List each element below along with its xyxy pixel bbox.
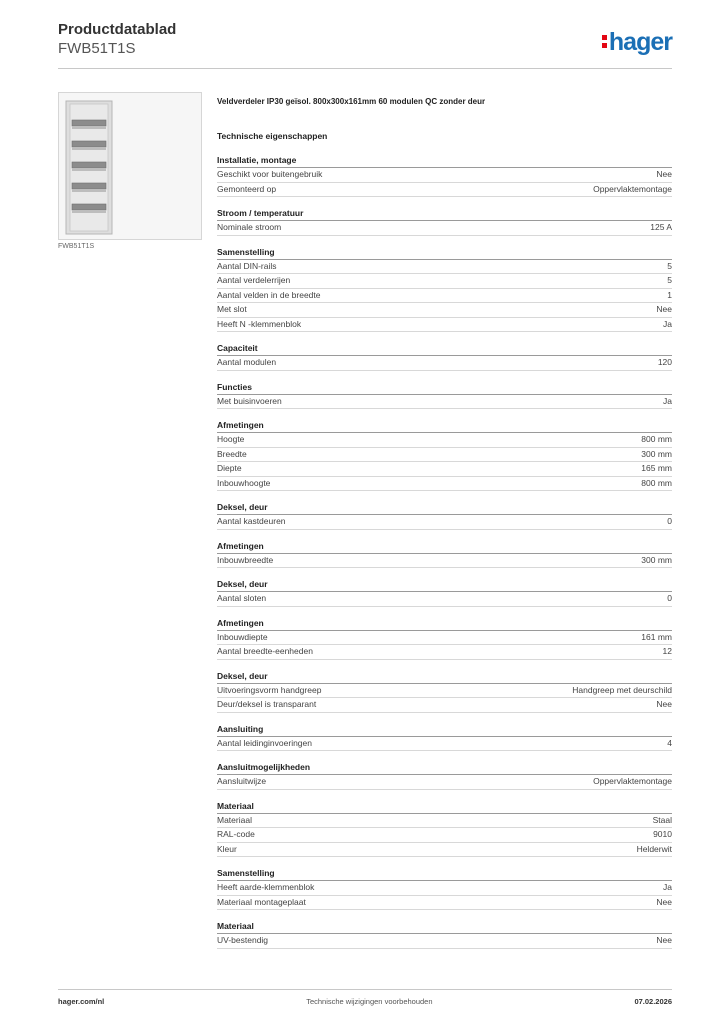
spec-section <box>217 723 672 752</box>
spec-value: Helderwit <box>636 843 672 854</box>
spec-value: Staal <box>652 814 672 825</box>
spec-label: Uitvoeringsvorm handgreep <box>217 684 322 695</box>
section-title: Materiaal <box>217 920 672 934</box>
spec-label: Met buisinvoeren <box>217 395 282 406</box>
spec-label: Inbouwhoogte <box>217 477 271 488</box>
spec-row <box>217 814 672 829</box>
spec-row <box>217 318 672 333</box>
section-title: Deksel, deur <box>217 670 672 684</box>
spec-row <box>217 448 672 463</box>
section-title: Afmetingen <box>217 617 672 631</box>
spec-label: Aantal kastdeuren <box>217 516 286 526</box>
section-title: Afmetingen <box>217 540 672 554</box>
spec-row <box>217 168 672 183</box>
spec-row <box>217 843 672 858</box>
spec-row <box>217 631 672 646</box>
spec-label: Breedte <box>217 448 247 459</box>
spec-row <box>217 698 672 713</box>
spec-sections <box>217 154 672 949</box>
spec-section <box>217 617 672 660</box>
spec-value: 165 mm <box>641 463 672 473</box>
spec-section <box>217 246 672 333</box>
spec-value: Oppervlaktemontage <box>593 183 672 194</box>
spec-label: Heeft N -klemmenblok <box>217 318 302 329</box>
spec-value: 12 <box>662 646 672 656</box>
spec-section <box>217 154 672 197</box>
section-title: Aansluitmogelijkheden <box>217 761 672 775</box>
spec-label: RAL-code <box>217 829 255 839</box>
spec-row <box>217 303 672 318</box>
spec-label: Aantal DIN-rails <box>217 260 277 271</box>
spec-content <box>217 96 672 949</box>
spec-value: 120 <box>657 357 672 367</box>
spec-section <box>217 419 672 491</box>
spec-value: Ja <box>663 318 672 329</box>
spec-label: Inbouwbreedte <box>217 554 274 565</box>
spec-section <box>217 540 672 569</box>
spec-row <box>217 828 672 843</box>
header <box>58 20 176 58</box>
spec-row <box>217 395 672 410</box>
spec-row <box>217 356 672 371</box>
spec-label: Aantal sloten <box>217 593 267 603</box>
section-title: Samenstelling <box>217 867 672 881</box>
spec-value: 4 <box>667 737 672 748</box>
spec-row <box>217 515 672 530</box>
spec-section <box>217 501 672 530</box>
section-title: Afmetingen <box>217 419 672 433</box>
spec-section <box>217 207 672 236</box>
spec-value: 125 A <box>650 222 672 232</box>
spec-value: Handgreep met deurschild <box>572 684 672 695</box>
spec-value: 5 <box>667 275 672 285</box>
section-title: Deksel, deur <box>217 501 672 515</box>
spec-label: Diepte <box>217 463 242 473</box>
spec-value: 1 <box>667 289 672 300</box>
spec-value: Nee <box>656 935 672 945</box>
spec-row <box>217 221 672 236</box>
spec-value: Ja <box>663 882 672 892</box>
section-title: Deksel, deur <box>217 578 672 592</box>
hager-logo <box>602 28 672 56</box>
spec-label: Aantal velden in de breedte <box>217 289 321 300</box>
spec-section <box>217 920 672 949</box>
spec-section <box>217 867 672 910</box>
spec-value: Oppervlaktemontage <box>593 776 672 786</box>
spec-value: Nee <box>656 304 672 314</box>
spec-label: Deur/deksel is transparant <box>217 699 317 709</box>
section-title: Installatie, montage <box>217 154 672 168</box>
spec-value: 0 <box>667 516 672 526</box>
spec-value: 300 mm <box>641 448 672 459</box>
spec-row <box>217 592 672 607</box>
footer-date: 07.02.2026 <box>634 997 672 1006</box>
spec-value: 5 <box>667 260 672 271</box>
spec-row <box>217 737 672 752</box>
product-description: Veldverdeler IP30 geïsol. 800x300x161mm 60 modulen QC zonder deur <box>217 97 486 106</box>
spec-value: 161 mm <box>641 631 672 642</box>
footer-disclaimer: Technische wijzigingen voorbehouden <box>306 997 433 1006</box>
spec-section <box>217 578 672 607</box>
spec-value: Nee <box>656 169 672 179</box>
spec-section <box>217 670 672 713</box>
spec-label: UV-bestendig <box>217 935 269 945</box>
tech-properties-heading: Technische eigenschappen <box>217 131 328 141</box>
section-title: Capaciteit <box>217 342 672 356</box>
spec-label: Aantal breedte-eenheden <box>217 646 313 656</box>
spec-row <box>217 645 672 660</box>
section-title: Functies <box>217 381 672 395</box>
spec-row <box>217 775 672 790</box>
spec-label: Materiaal montageplaat <box>217 896 306 907</box>
spec-label: Gemonteerd op <box>217 183 277 194</box>
footer-website: hager.com/nl <box>58 997 105 1006</box>
spec-value: 300 mm <box>641 554 672 565</box>
spec-label: Nominale stroom <box>217 222 282 232</box>
spec-label: Aantal verdelerrijen <box>217 275 291 285</box>
spec-row <box>217 274 672 289</box>
image-caption: FWB51T1S <box>58 243 95 250</box>
document-title: Productdatablad <box>58 21 177 38</box>
spec-row <box>217 554 672 569</box>
spec-row <box>217 289 672 304</box>
footer <box>58 997 672 1006</box>
spec-section <box>217 342 672 371</box>
spec-row <box>217 260 672 275</box>
spec-value: Ja <box>663 395 672 406</box>
spec-label: Materiaal <box>217 814 252 825</box>
spec-row <box>217 934 672 949</box>
section-title: Aansluiting <box>217 723 672 737</box>
spec-row <box>217 183 672 198</box>
spec-value: Nee <box>656 896 672 907</box>
spec-value: 0 <box>667 593 672 603</box>
spec-value: 800 mm <box>641 434 672 444</box>
spec-label: Heeft aarde-klemmenblok <box>217 882 315 892</box>
product-code: FWB51T1S <box>58 40 136 57</box>
spec-row <box>217 477 672 492</box>
spec-section <box>217 381 672 410</box>
header-divider <box>58 68 672 69</box>
spec-section <box>217 800 672 858</box>
spec-row <box>217 462 672 477</box>
spec-label: Aantal modulen <box>217 357 277 367</box>
section-title: Materiaal <box>217 800 672 814</box>
distribution-board-icon <box>59 93 201 239</box>
spec-label: Aantal leidinginvoeringen <box>217 737 312 748</box>
section-title: Stroom / temperatuur <box>217 207 672 221</box>
spec-label: Met slot <box>217 304 247 314</box>
spec-value: 9010 <box>653 829 672 839</box>
spec-section <box>217 761 672 790</box>
spec-label: Aansluitwijze <box>217 776 267 786</box>
spec-row <box>217 684 672 699</box>
spec-label: Geschikt voor buitengebruik <box>217 169 323 179</box>
spec-label: Hoogte <box>217 434 245 444</box>
spec-value: Nee <box>656 699 672 709</box>
footer-divider <box>58 989 672 990</box>
logo-text: hager <box>608 28 672 56</box>
spec-row <box>217 433 672 448</box>
spec-label: Inbouwdiepte <box>217 631 268 642</box>
spec-row <box>217 881 672 896</box>
spec-row <box>217 896 672 911</box>
section-title: Samenstelling <box>217 246 672 260</box>
product-image <box>58 92 202 240</box>
spec-label: Kleur <box>217 843 237 854</box>
logo-dots-icon <box>602 32 607 51</box>
spec-value: 800 mm <box>641 477 672 488</box>
